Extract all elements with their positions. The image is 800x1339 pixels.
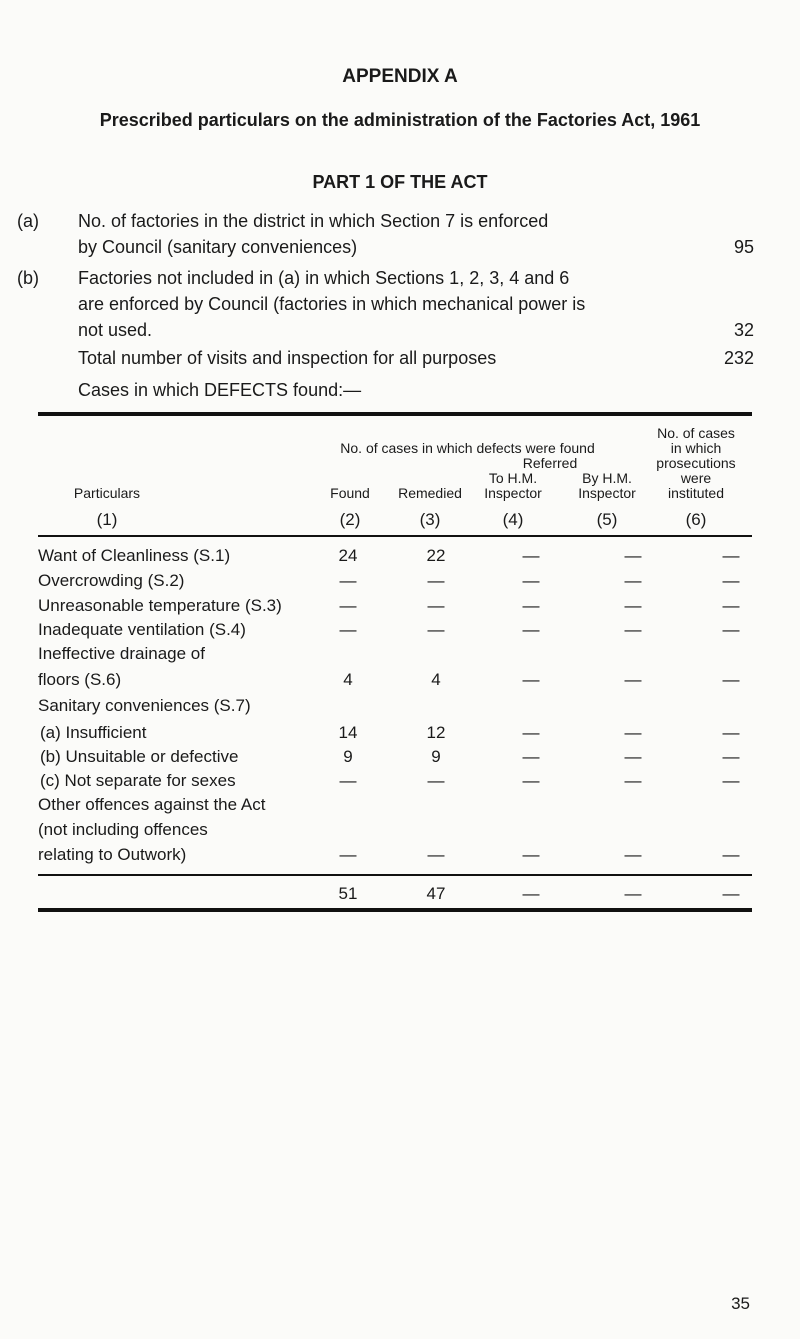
cell-by-hm: — xyxy=(624,571,642,590)
appendix-title: APPENDIX A xyxy=(342,66,458,87)
cell-remedied: 9 xyxy=(431,747,441,766)
cell-to-hm: — xyxy=(522,571,540,590)
row-label: (c) Not separate for sexes xyxy=(40,771,236,790)
totals-top-rule xyxy=(38,874,752,876)
table-row xyxy=(38,845,752,869)
cell-by-hm: — xyxy=(624,747,642,766)
header-prosecutions-3: prosecutions xyxy=(656,455,736,471)
total-remedied: 47 xyxy=(426,884,446,903)
cell-by-hm: — xyxy=(624,723,642,742)
cell-to-hm: — xyxy=(522,546,540,565)
table-row xyxy=(38,596,752,620)
header-found: Found xyxy=(330,485,370,501)
cell-found: — xyxy=(339,845,357,864)
table-row xyxy=(38,771,752,795)
header-referred: Referred xyxy=(522,455,578,471)
cell-found: 9 xyxy=(343,747,353,766)
header-prosecutions-1: No. of cases xyxy=(657,425,735,441)
header-by-hm-1: By H.M. xyxy=(582,470,632,486)
cell-to-hm: — xyxy=(522,670,540,689)
cell-found: — xyxy=(339,596,357,615)
cell-found: 4 xyxy=(343,670,353,689)
row-label: Sanitary conveniences (S.7) xyxy=(38,696,251,715)
cell-prosecutions: — xyxy=(722,620,740,639)
total-to-hm: — xyxy=(522,884,540,903)
cell-by-hm: — xyxy=(624,546,642,565)
col-number-6: (6) xyxy=(685,510,707,529)
header-prosecutions-2: in which xyxy=(670,440,722,456)
item-a-line-2: by Council (sanitary conveniences) xyxy=(78,237,358,257)
item-b-line-3: not used. xyxy=(78,320,153,340)
cell-to-hm: — xyxy=(522,620,540,639)
table-row xyxy=(38,723,752,747)
cell-remedied: — xyxy=(427,771,445,790)
cell-to-hm: — xyxy=(522,723,540,742)
total-visits-label: Total number of visits and inspection for all purposes xyxy=(78,348,497,368)
page-number: 35 xyxy=(731,1294,750,1313)
cell-found: — xyxy=(339,620,357,639)
row-label: floors (S.6) xyxy=(38,670,122,689)
table-row xyxy=(38,696,752,720)
cell-by-hm: — xyxy=(624,620,642,639)
cell-found: — xyxy=(339,571,357,590)
row-label: (not including offences xyxy=(38,820,208,839)
cell-prosecutions: — xyxy=(722,771,740,790)
row-label: Other offences against the Act xyxy=(38,795,266,814)
header-remedied: Remedied xyxy=(398,485,462,501)
item-b-line-2: are enforced by Council (factories in which mechanical power is xyxy=(78,294,586,314)
header-prosecutions-5: instituted xyxy=(667,485,725,501)
item-a-value: 95 xyxy=(733,237,754,257)
cell-prosecutions: — xyxy=(722,571,740,590)
header-to-hm-2: Inspector xyxy=(484,485,542,501)
cell-prosecutions: — xyxy=(722,546,740,565)
header-prosecutions-4: were xyxy=(680,470,712,486)
table-row xyxy=(38,571,752,595)
cell-found: — xyxy=(339,771,357,790)
cell-by-hm: — xyxy=(624,771,642,790)
cell-by-hm: — xyxy=(624,845,642,864)
table-row xyxy=(38,820,752,844)
cell-prosecutions: — xyxy=(722,596,740,615)
part-heading: PART 1 OF THE ACT xyxy=(312,172,488,192)
defects-intro: Cases in which DEFECTS found:— xyxy=(78,380,362,400)
row-label: Inadequate ventilation (S.4) xyxy=(38,620,246,639)
cell-by-hm: — xyxy=(624,670,642,689)
header-defects-group: No. of cases in which defects were found xyxy=(340,440,595,456)
row-label: (a) Insufficient xyxy=(40,723,147,742)
cell-remedied: 22 xyxy=(426,546,446,565)
header-by-hm-2: Inspector xyxy=(578,485,636,501)
cell-prosecutions: — xyxy=(722,723,740,742)
table-row xyxy=(38,795,752,819)
cell-prosecutions: — xyxy=(722,845,740,864)
col-number-5: (5) xyxy=(596,510,618,529)
row-label: (b) Unsuitable or defective xyxy=(40,747,239,766)
cell-prosecutions: — xyxy=(722,670,740,689)
total-visits-value: 232 xyxy=(723,348,754,368)
cell-remedied: — xyxy=(427,620,445,639)
row-label: relating to Outwork) xyxy=(38,845,187,864)
table-bottom-rule xyxy=(38,908,752,912)
header-bottom-rule xyxy=(38,535,752,537)
item-a-line-1: No. of factories in the district in which Section 7 is enforced xyxy=(78,211,549,231)
row-label: Unreasonable temperature (S.3) xyxy=(38,596,282,615)
row-label: Ineffective drainage of xyxy=(38,644,205,663)
cell-remedied: — xyxy=(427,571,445,590)
col-number-1: (1) xyxy=(96,510,118,529)
col-number-4: (4) xyxy=(502,510,524,529)
item-b-value: 32 xyxy=(733,320,754,340)
cell-by-hm: — xyxy=(624,596,642,615)
cell-to-hm: — xyxy=(522,747,540,766)
cell-to-hm: — xyxy=(522,596,540,615)
table-row xyxy=(38,670,752,694)
table-row xyxy=(38,747,752,771)
cell-prosecutions: — xyxy=(722,747,740,766)
row-label: Overcrowding (S.2) xyxy=(38,571,185,590)
cell-remedied: — xyxy=(427,845,445,864)
table-row xyxy=(38,620,752,644)
cell-remedied: 12 xyxy=(426,723,446,742)
total-prosecutions: — xyxy=(722,884,740,903)
header-particulars: Particulars xyxy=(73,485,141,501)
header-to-hm-1: To H.M. xyxy=(488,470,538,486)
col-number-3: (3) xyxy=(419,510,441,529)
col-number-2: (2) xyxy=(339,510,361,529)
total-found: 51 xyxy=(338,884,358,903)
item-b-line-1: Factories not included in (a) in which Sections 1, 2, 3, 4 and 6 xyxy=(78,268,570,288)
document-subtitle: Prescribed particulars on the administration of the Factories Act, 1961 xyxy=(99,110,701,130)
cell-found: 14 xyxy=(338,723,358,742)
table-row xyxy=(38,546,752,570)
cell-to-hm: — xyxy=(522,771,540,790)
total-by-hm: — xyxy=(624,884,642,903)
table-row xyxy=(38,644,752,668)
item-a-prefix: (a) xyxy=(17,211,39,231)
row-label: Want of Cleanliness (S.1) xyxy=(38,546,231,565)
item-b-prefix: (b) xyxy=(17,268,39,288)
cell-found: 24 xyxy=(338,546,358,565)
totals-row xyxy=(38,884,752,908)
cell-remedied: — xyxy=(427,596,445,615)
cell-remedied: 4 xyxy=(431,670,441,689)
cell-to-hm: — xyxy=(522,845,540,864)
table-top-rule xyxy=(38,412,752,416)
